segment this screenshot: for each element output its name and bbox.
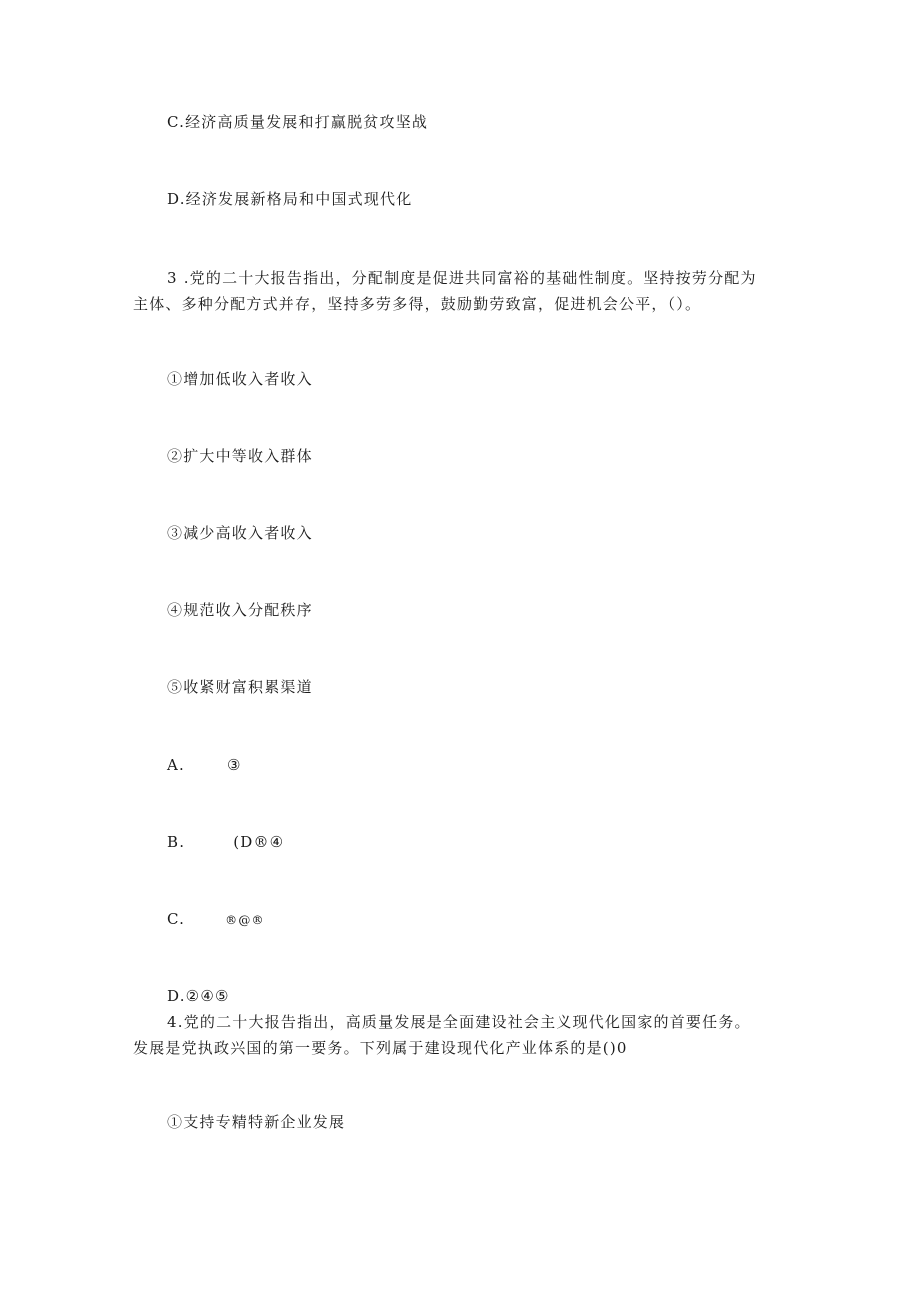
option-label: B. [167,833,186,851]
q3-item-5: ⑤收紧财富积累渠道 [167,678,313,696]
q3-item-1: ①增加低收入者收入 [167,370,313,388]
option-label: A. [167,756,186,774]
q3-stem-line-1: 3 .党的二十大报告指出，分配制度是促进共同富裕的基础性制度。坚持按劳分配为 [167,269,757,287]
q4-item-1: ①支持专精特新企业发展 [167,1113,346,1131]
q3-option-d [167,985,230,1007]
q4-stem-line-2: 发展是党执政兴国的第一要务。下列属于建设现代化产业体系的是()0 [133,1039,628,1057]
q3-option-b [167,831,284,853]
q2-option-d: D.经济发展新格局和中国式现代化 [167,190,413,208]
option-value: ②④⑤ [185,987,230,1005]
q3-option-a [167,754,242,776]
q4-stem-line-1: 4.党的二十大报告指出，高质量发展是全面建设社会主义现代化国家的首要任务。 [167,1013,751,1031]
q3-stem [133,265,793,317]
q3-item-2: ②扩大中等收入群体 [167,447,313,465]
q2-option-c: C.经济高质量发展和打赢脱贫攻坚战 [167,113,429,131]
option-label: C. [167,910,186,928]
q3-item-3: ③减少高收入者收入 [167,524,313,542]
q3-stem-line-2: 主体、多种分配方式并存，坚持多劳多得，鼓励勤劳致富，促进机会公平，（）。 [133,295,702,313]
option-value: ®@® [225,913,265,927]
q3-option-c [167,908,265,931]
option-value: (D®④ [233,833,285,851]
option-value: ③ [227,756,242,774]
option-label: D. [167,987,186,1005]
q3-item-4: ④规范收入分配秩序 [167,601,313,619]
q4-stem [133,1009,793,1061]
